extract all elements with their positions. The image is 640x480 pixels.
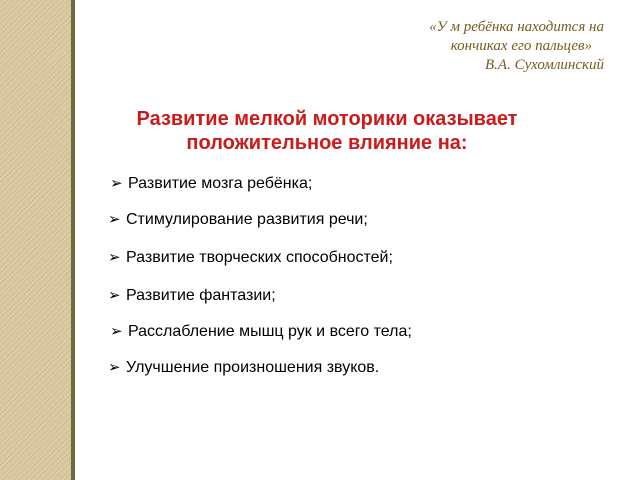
arrow-bullet-icon: ➢ [110, 175, 123, 192]
quote-line-2: кончиках его пальцев» [450, 38, 592, 54]
quote-author: В.А. Сухомлинский [485, 57, 604, 73]
arrow-bullet-icon: ➢ [108, 359, 121, 376]
heading-line-1: Развитие мелкой моторики оказывает [136, 108, 518, 130]
quote-line-1: «У м ребёнка находится на [429, 19, 604, 35]
list-item [110, 321, 412, 343]
list-item [108, 247, 393, 269]
list-item-label: Расслабление мышц рук и всего тела; [128, 323, 412, 340]
list-item-label: Развитие мозга ребёнка; [128, 175, 313, 192]
arrow-bullet-icon: ➢ [108, 211, 121, 228]
list-item-label: Улучшение произношения звуков. [126, 359, 380, 376]
list-item-label: Стимулирование развития речи; [126, 211, 368, 228]
epigraph-quote [304, 18, 604, 75]
list-item-label: Развитие фантазии; [126, 287, 276, 304]
list-item [108, 209, 368, 231]
list-item [108, 285, 276, 307]
arrow-bullet-icon: ➢ [108, 249, 121, 266]
slide-heading [112, 107, 542, 155]
arrow-bullet-icon: ➢ [110, 323, 123, 340]
list-item [110, 173, 312, 195]
heading-line-2: положительное влияние на: [186, 132, 468, 154]
decorative-side-line [71, 0, 75, 480]
list-item [108, 357, 379, 379]
decorative-side-bar [0, 0, 71, 480]
list-item-label: Развитие творческих способностей; [126, 249, 393, 266]
arrow-bullet-icon: ➢ [108, 287, 121, 304]
